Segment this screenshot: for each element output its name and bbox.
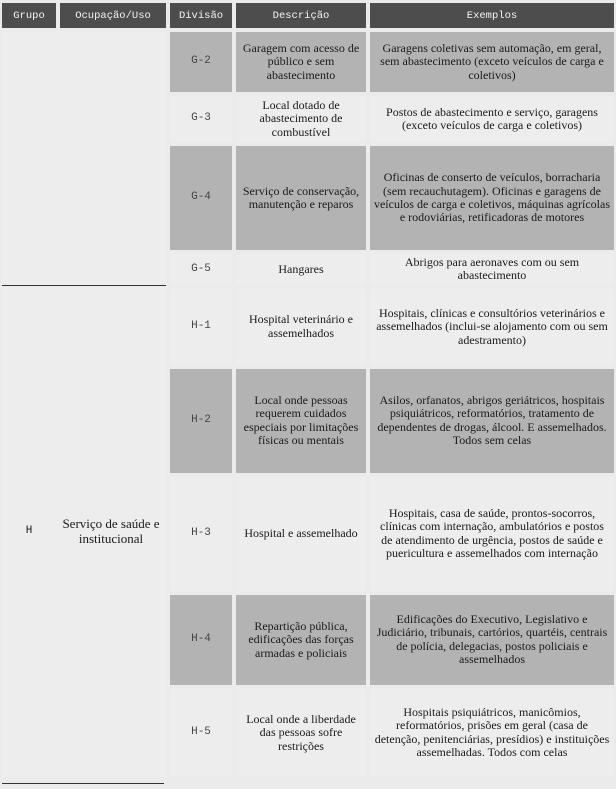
- table-row: [2, 28, 614, 92]
- row-description: Serviço de conservação, manutenção e reparos: [232, 142, 366, 250]
- group-h-code: H: [2, 285, 56, 777]
- row-examples: Hospitais, clínicas e consultórios veterinários e assemelhados (inclui-se alojamento com ou sem adestramento): [366, 285, 614, 365]
- row-description: Local dotado de abastecimento de combustível: [232, 92, 366, 142]
- bottom-rule: [2, 783, 164, 784]
- row-examples: Oficinas de conserto de veículos, borracharia (sem recauchutagem). Oficinas e garagens de veículos de carga e coletivos, máquinas agrícolas e rodoviárias, retificadoras de motores: [366, 142, 614, 250]
- row-code: H-2: [166, 365, 232, 473]
- group-g-code: [2, 28, 56, 285]
- row-description: Hospital veterinário e assemelhados: [232, 285, 366, 365]
- row-code: H-5: [166, 685, 232, 777]
- group-g-occupation: [56, 28, 166, 285]
- header-descricao: Descrição: [232, 3, 366, 28]
- occupancy-table: [2, 3, 614, 777]
- header-divisao: Divisão: [166, 3, 232, 28]
- table-row: [2, 285, 614, 365]
- row-examples: Abrigos para aeronaves com ou sem abastecimento: [366, 250, 614, 285]
- row-examples: Postos de abastecimento e serviço, garagens (exceto veículos de carga e coletivos): [366, 92, 614, 142]
- row-examples: Asilos, orfanatos, abrigos geriátricos, hospitais psiquiátricos, reformatórios, tratamento de dependentes de drogas, álcool. E assemelhados. Todos sem celas: [366, 365, 614, 473]
- row-description: Hangares: [232, 250, 366, 285]
- row-code: G-4: [166, 142, 232, 250]
- row-code: H-1: [166, 285, 232, 365]
- row-examples: Edificações do Executivo, Legislativo e Judiciário, tribunais, cartórios, quartéis, centrais de polícia, delegacias, postos policiais e assemelhados: [366, 591, 614, 685]
- row-code: G-5: [166, 250, 232, 285]
- row-code: H-3: [166, 473, 232, 591]
- row-description: Repartição pública, edificações das forças armadas e policiais: [232, 591, 366, 685]
- header-grupo: Grupo: [2, 3, 56, 28]
- row-description: Local onde a liberdade das pessoas sofre restrições: [232, 685, 366, 777]
- row-code: G-3: [166, 92, 232, 142]
- group-h-occupation: Serviço de saúde e institucional: [56, 285, 166, 777]
- row-description: Hospital e assemelhado: [232, 473, 366, 591]
- row-code: H-4: [166, 591, 232, 685]
- row-code: G-2: [166, 28, 232, 92]
- row-description: Local onde pessoas requerem cuidados especiais por limitações físicas ou mentais: [232, 365, 366, 473]
- row-description: Garagem com acesso de público e sem abastecimento: [232, 28, 366, 92]
- header-ocupacao: Ocupação/Uso: [56, 3, 166, 28]
- row-examples: Hospitais psiquiátricos, manicômios, reformatórios, prisões em geral (casa de detenção, penitenciárias, presídios) e instituições assemelhadas. Todos com celas: [366, 685, 614, 777]
- header-exemplos: Exemplos: [366, 3, 614, 28]
- row-examples: Hospitais, casa de saúde, prontos-socorros, clínicas com internação, ambulatórios e postos de atendimento de urgência, postos de saúde e puericultura e assemelhados com internação: [366, 473, 614, 591]
- row-examples: Garagens coletivas sem automação, em geral, sem abastecimento (exceto veículos de carga e coletivos): [366, 28, 614, 92]
- header-row: [2, 3, 614, 28]
